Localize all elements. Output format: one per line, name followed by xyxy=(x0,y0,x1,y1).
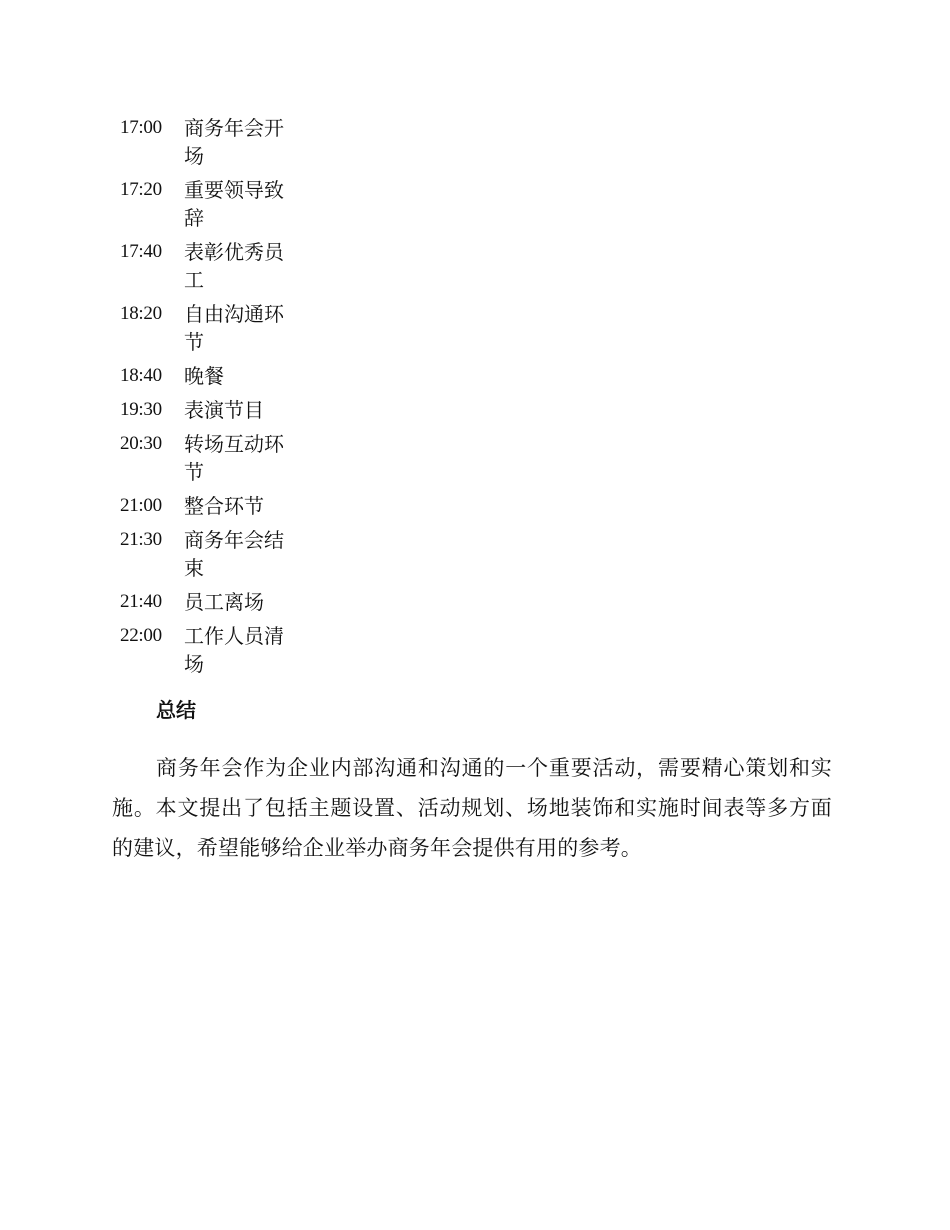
schedule-event: 晚餐 xyxy=(184,364,224,388)
table-row xyxy=(112,492,294,526)
schedule-time: 21:00 xyxy=(120,495,162,516)
schedule-time: 21:30 xyxy=(120,529,162,550)
schedule-time: 17:20 xyxy=(120,179,162,200)
schedule-time: 18:20 xyxy=(120,303,162,324)
schedule-table xyxy=(112,114,294,684)
schedule-time: 20:30 xyxy=(120,433,162,454)
schedule-event: 表演节目 xyxy=(184,398,264,422)
schedule-time: 18:40 xyxy=(120,365,162,386)
schedule-time: 17:00 xyxy=(120,117,162,138)
table-row xyxy=(112,362,294,396)
table-row xyxy=(112,238,294,300)
table-row xyxy=(112,300,294,362)
table-row xyxy=(112,622,294,684)
schedule-event: 整合环节 xyxy=(184,494,264,518)
schedule-event: 表彰优秀员工 xyxy=(184,240,284,292)
schedule-time: 22:00 xyxy=(120,625,162,646)
table-row xyxy=(112,430,294,492)
table-row xyxy=(112,176,294,238)
schedule-event: 商务年会结束 xyxy=(184,528,284,580)
schedule-time: 21:40 xyxy=(120,591,162,612)
summary-paragraph: 商务年会作为企业内部沟通和沟通的一个重要活动，需要精心策划和实施。本文提出了包括主题设置、活动规划、场地装饰和实施时间表等多方面的建议，希望能够给企业举办商务年会提供有用的参考。 xyxy=(112,756,832,860)
schedule-event: 重要领导致辞 xyxy=(184,178,284,230)
schedule-event: 商务年会开场 xyxy=(184,116,284,168)
schedule-time: 19:30 xyxy=(120,399,162,420)
schedule-time: 17:40 xyxy=(120,241,162,262)
schedule-event: 自由沟通环节 xyxy=(184,302,284,354)
schedule-event: 转场互动环节 xyxy=(184,432,284,484)
schedule-event: 员工离场 xyxy=(184,590,264,614)
schedule-event: 工作人员清场 xyxy=(184,624,284,676)
table-row xyxy=(112,396,294,430)
table-row xyxy=(112,114,294,176)
table-row xyxy=(112,588,294,622)
summary-heading: 总结 xyxy=(156,698,196,722)
table-row xyxy=(112,526,294,588)
